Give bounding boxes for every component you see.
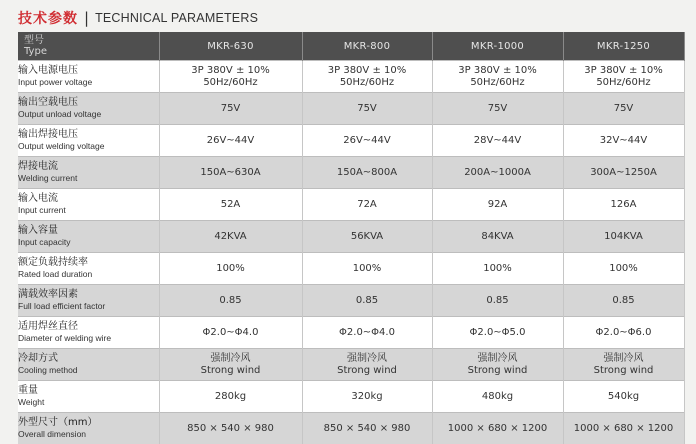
value-text: 280kg xyxy=(160,391,302,403)
value-cell xyxy=(159,157,302,189)
value-text: Strong wind xyxy=(564,365,684,377)
value-cell xyxy=(159,349,302,381)
value-cell xyxy=(159,253,302,285)
value-cell xyxy=(563,93,684,125)
parameter-name-en: Overall dimension xyxy=(18,429,159,440)
value-text: 52A xyxy=(160,199,302,211)
value-text: 150A~800A xyxy=(303,167,432,179)
value-text: 540kg xyxy=(564,391,684,403)
value-cell xyxy=(159,61,302,93)
value-text: Φ2.0~Φ5.0 xyxy=(433,327,563,339)
value-text: Strong wind xyxy=(303,365,432,377)
parameter-name-cn: 适用焊丝直径 xyxy=(18,321,159,333)
value-cell xyxy=(302,413,432,444)
value-text: 200A~1000A xyxy=(433,167,563,179)
value-text: 42KVA xyxy=(160,231,302,243)
value-text: 3P 380V ± 10% xyxy=(564,65,684,77)
parameter-name-cn: 输入电源电压 xyxy=(18,65,159,77)
parameter-label-cell xyxy=(18,317,159,349)
value-text: 强制冷风 xyxy=(160,353,302,365)
value-cell xyxy=(302,61,432,93)
parameter-name-en: Welding current xyxy=(18,173,159,184)
value-text: 强制冷风 xyxy=(433,353,563,365)
parameter-label-cell xyxy=(18,125,159,157)
value-text: 126A xyxy=(564,199,684,211)
value-cell xyxy=(432,189,563,221)
value-cell xyxy=(159,317,302,349)
parameter-name-en: Input capacity xyxy=(18,237,159,248)
parameter-label-cell xyxy=(18,93,159,125)
value-cell xyxy=(159,93,302,125)
parameter-label-cell xyxy=(18,413,159,444)
parameter-label-cell xyxy=(18,349,159,381)
parameter-name-cn: 输出空载电压 xyxy=(18,97,159,109)
table-row xyxy=(18,349,684,381)
value-text: 100% xyxy=(433,263,563,275)
value-text: Strong wind xyxy=(160,365,302,377)
value-cell xyxy=(432,317,563,349)
value-cell xyxy=(302,317,432,349)
value-text: 150A~630A xyxy=(160,167,302,179)
value-cell xyxy=(302,157,432,189)
parameter-name-cn: 重量 xyxy=(18,385,159,397)
parameter-name-en: Rated load duration xyxy=(18,269,159,280)
value-text: 0.85 xyxy=(564,295,684,307)
title-english: TECHNICAL PARAMETERS xyxy=(95,11,258,25)
parameter-label-cell xyxy=(18,381,159,413)
value-text: 56KVA xyxy=(303,231,432,243)
parameter-name-cn: 额定负载持续率 xyxy=(18,257,159,269)
value-text: 75V xyxy=(160,103,302,115)
parameter-label-cell xyxy=(18,157,159,189)
model-header-mkr-1250: MKR-1250 xyxy=(563,32,684,61)
value-cell xyxy=(563,349,684,381)
value-cell xyxy=(563,189,684,221)
value-cell xyxy=(563,125,684,157)
value-cell xyxy=(432,381,563,413)
value-text: 0.85 xyxy=(433,295,563,307)
value-text: 强制冷风 xyxy=(303,353,432,365)
parameter-name-en: Input power voltage xyxy=(18,77,159,88)
parameter-name-en: Input current xyxy=(18,205,159,216)
value-text: 1000 × 680 × 1200 xyxy=(433,423,563,435)
value-cell xyxy=(302,93,432,125)
value-text: 850 × 540 × 980 xyxy=(303,423,432,435)
value-text: 50Hz/60Hz xyxy=(303,77,432,89)
parameter-name-cn: 焊接电流 xyxy=(18,161,159,173)
model-header-mkr-1000: MKR-1000 xyxy=(432,32,563,61)
value-cell xyxy=(563,317,684,349)
value-cell xyxy=(302,381,432,413)
value-text: 0.85 xyxy=(303,295,432,307)
table-row xyxy=(18,157,684,189)
value-text: 850 × 540 × 980 xyxy=(160,423,302,435)
value-cell xyxy=(159,221,302,253)
value-cell xyxy=(563,413,684,444)
value-cell xyxy=(302,285,432,317)
value-text: 32V~44V xyxy=(564,135,684,147)
value-text: 50Hz/60Hz xyxy=(160,77,302,89)
value-text: 3P 380V ± 10% xyxy=(433,65,563,77)
value-cell xyxy=(432,93,563,125)
parameter-label-cell xyxy=(18,61,159,93)
value-text: 75V xyxy=(433,103,563,115)
value-text: 480kg xyxy=(433,391,563,403)
value-cell xyxy=(302,189,432,221)
value-text: 3P 380V ± 10% xyxy=(303,65,432,77)
value-text: 100% xyxy=(564,263,684,275)
value-cell xyxy=(302,221,432,253)
parameter-label-cell xyxy=(18,189,159,221)
value-cell xyxy=(432,125,563,157)
value-cell xyxy=(302,349,432,381)
value-text: 26V~44V xyxy=(303,135,432,147)
type-label-en: Type xyxy=(24,46,159,57)
table-row xyxy=(18,189,684,221)
model-header-mkr-630: MKR-630 xyxy=(159,32,302,61)
value-text: 100% xyxy=(303,263,432,275)
value-text: 84KVA xyxy=(433,231,563,243)
parameter-label-cell xyxy=(18,221,159,253)
value-cell xyxy=(432,253,563,285)
table-header-row xyxy=(18,32,684,61)
value-cell xyxy=(432,157,563,189)
parameter-name-en: Cooling method xyxy=(18,365,159,376)
value-cell xyxy=(432,349,563,381)
table-row xyxy=(18,93,684,125)
parameter-name-cn: 输入电流 xyxy=(18,193,159,205)
value-text: Strong wind xyxy=(433,365,563,377)
type-header-cell xyxy=(18,32,159,61)
value-cell xyxy=(563,221,684,253)
value-cell xyxy=(563,157,684,189)
value-cell xyxy=(159,285,302,317)
value-cell xyxy=(159,125,302,157)
value-cell xyxy=(432,413,563,444)
value-text: 75V xyxy=(303,103,432,115)
table-row xyxy=(18,253,684,285)
value-cell xyxy=(432,285,563,317)
value-text: 50Hz/60Hz xyxy=(564,77,684,89)
value-text: 320kg xyxy=(303,391,432,403)
table-row xyxy=(18,381,684,413)
table-row xyxy=(18,61,684,93)
value-text: 75V xyxy=(564,103,684,115)
value-text: 28V~44V xyxy=(433,135,563,147)
table-row xyxy=(18,125,684,157)
table-row xyxy=(18,317,684,349)
table-row xyxy=(18,413,684,444)
value-text: 92A xyxy=(433,199,563,211)
parameter-name-cn: 输出焊接电压 xyxy=(18,129,159,141)
value-cell xyxy=(563,381,684,413)
title-chinese: 技术参数 xyxy=(18,8,78,28)
title-separator: | xyxy=(84,9,89,27)
value-cell xyxy=(563,285,684,317)
value-text: 0.85 xyxy=(160,295,302,307)
table-row xyxy=(18,285,684,317)
parameter-name-en: Weight xyxy=(18,397,159,408)
parameter-label-cell xyxy=(18,285,159,317)
value-text: 100% xyxy=(160,263,302,275)
value-cell xyxy=(159,413,302,444)
parameter-name-en: Diameter of welding wire xyxy=(18,333,159,344)
value-text: 3P 380V ± 10% xyxy=(160,65,302,77)
value-text: 104KVA xyxy=(564,231,684,243)
parameter-name-en: Full load efficient factor xyxy=(18,301,159,312)
type-label-cn: 型号 xyxy=(24,35,159,46)
parameter-name-en: Output welding voltage xyxy=(18,141,159,152)
value-text: Φ2.0~Φ6.0 xyxy=(564,327,684,339)
parameter-name-cn: 输入容量 xyxy=(18,225,159,237)
parameter-name-cn: 冷却方式 xyxy=(18,353,159,365)
parameter-name-en: Output unload voltage xyxy=(18,109,159,120)
table-row xyxy=(18,221,684,253)
value-cell xyxy=(159,381,302,413)
value-text: Φ2.0~Φ4.0 xyxy=(303,327,432,339)
value-cell xyxy=(563,61,684,93)
model-header-mkr-800: MKR-800 xyxy=(302,32,432,61)
value-cell xyxy=(302,253,432,285)
value-text: 强制冷风 xyxy=(564,353,684,365)
parameter-name-cn: 外型尺寸（mm） xyxy=(18,417,159,429)
value-text: 1000 × 680 × 1200 xyxy=(564,423,684,435)
value-cell xyxy=(159,189,302,221)
value-cell xyxy=(432,221,563,253)
value-cell xyxy=(302,125,432,157)
value-text: 26V~44V xyxy=(160,135,302,147)
parameter-name-cn: 满载效率因素 xyxy=(18,289,159,301)
value-text: 50Hz/60Hz xyxy=(433,77,563,89)
value-text: Φ2.0~Φ4.0 xyxy=(160,327,302,339)
parameter-label-cell xyxy=(18,253,159,285)
value-cell xyxy=(432,61,563,93)
value-cell xyxy=(563,253,684,285)
spec-table xyxy=(18,32,685,444)
value-text: 300A~1250A xyxy=(564,167,684,179)
value-text: 72A xyxy=(303,199,432,211)
page-title xyxy=(18,8,258,28)
